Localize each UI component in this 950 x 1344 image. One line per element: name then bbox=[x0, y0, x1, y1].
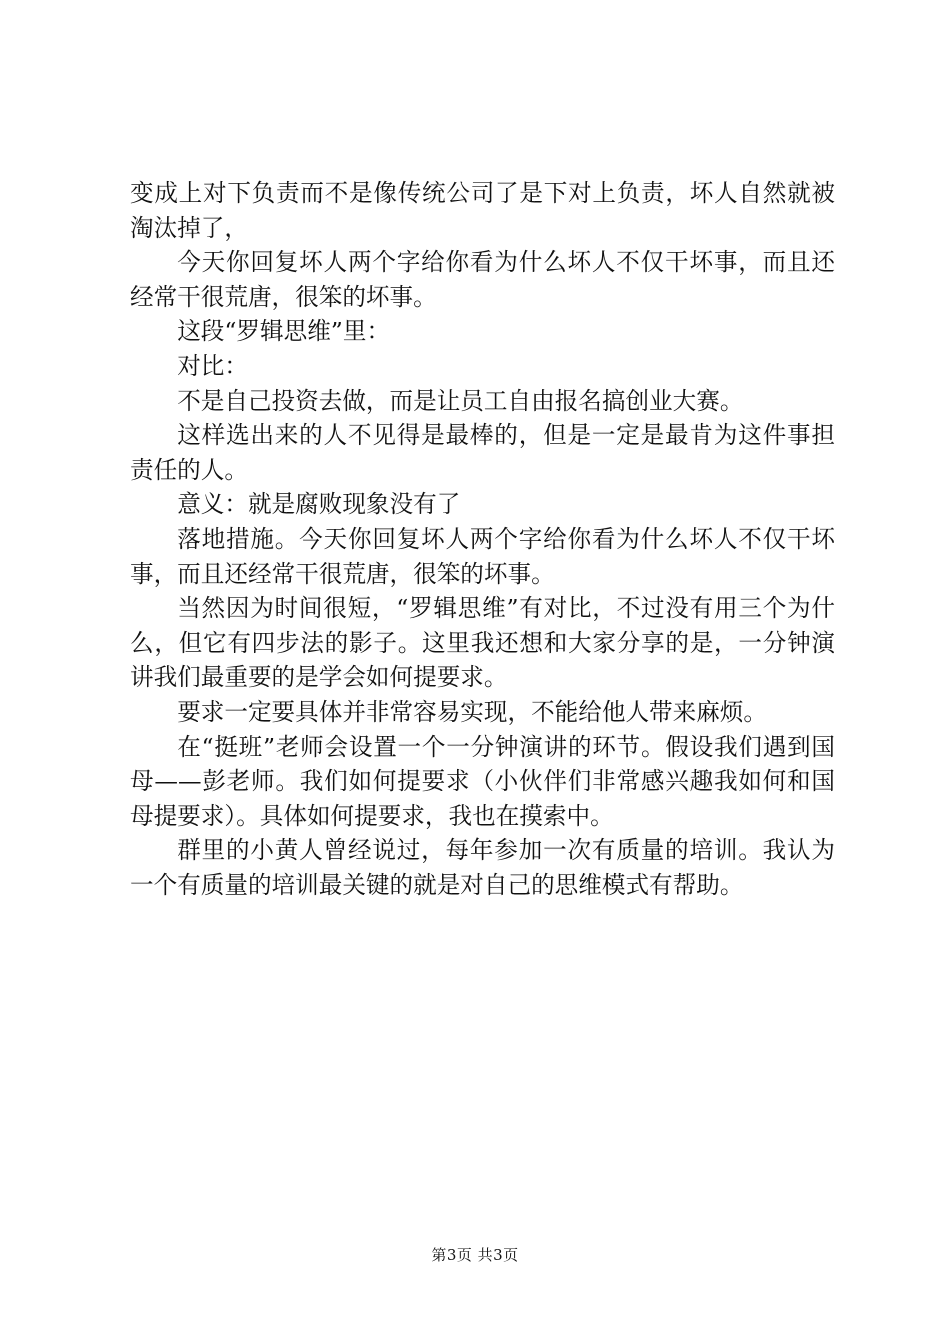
paragraph: 要求一定要具体并非常容易实现，不能给他人带来麻烦。 bbox=[177, 697, 768, 726]
paragraph: 对比： bbox=[177, 351, 248, 380]
paragraph: 不是自己投资去做，而是让员工自由报名搞创业大赛。 bbox=[177, 386, 744, 415]
paragraph: 这段“罗辑思维”里： bbox=[177, 317, 391, 346]
paragraph: 这样选出来的人不见得是最棒的，但是一定是最肯为这件事担责任的人。 bbox=[130, 421, 835, 484]
paragraph: 变成上对下负责而不是像传统公司了是下对上负责，坏人自然就被淘汰掉了， bbox=[130, 179, 835, 242]
paragraph: 群里的小黄人曾经说过，每年参加一次有质量的培训。我认为一个有质量的培训最关键的就是对自己的思维模式有帮助。 bbox=[130, 836, 835, 899]
page-footer: 第3页 共3页 bbox=[431, 1246, 519, 1264]
paragraph: 今天你回复坏人两个字给你看为什么坏人不仅干坏事，而且还经常干很荒唐，很笨的坏事。 bbox=[130, 248, 835, 311]
paragraph: 落地措施。今天你回复坏人两个字给你看为什么坏人不仅干坏事，而且还经常干很荒唐，很笨的坏事。 bbox=[130, 524, 835, 588]
paragraph: 当然因为时间很短，“罗辑思维”有对比，不过没有用三个为什么，但它有四步法的影子。这里我还想和大家分享的是，一分钟演讲我们最重要的是学会如何提要求。 bbox=[130, 594, 835, 692]
paragraph: 在“挺班”老师会设置一个一分钟演讲的环节。假设我们遇到国母——彭老师。我们如何提要求（小伙伴们非常感兴趣我如何和国母提要求）。具体如何提要求，我也在摸索中。 bbox=[130, 732, 835, 830]
paragraph: 意义：就是腐败现象没有了 bbox=[177, 490, 461, 519]
document-body bbox=[130, 176, 835, 902]
